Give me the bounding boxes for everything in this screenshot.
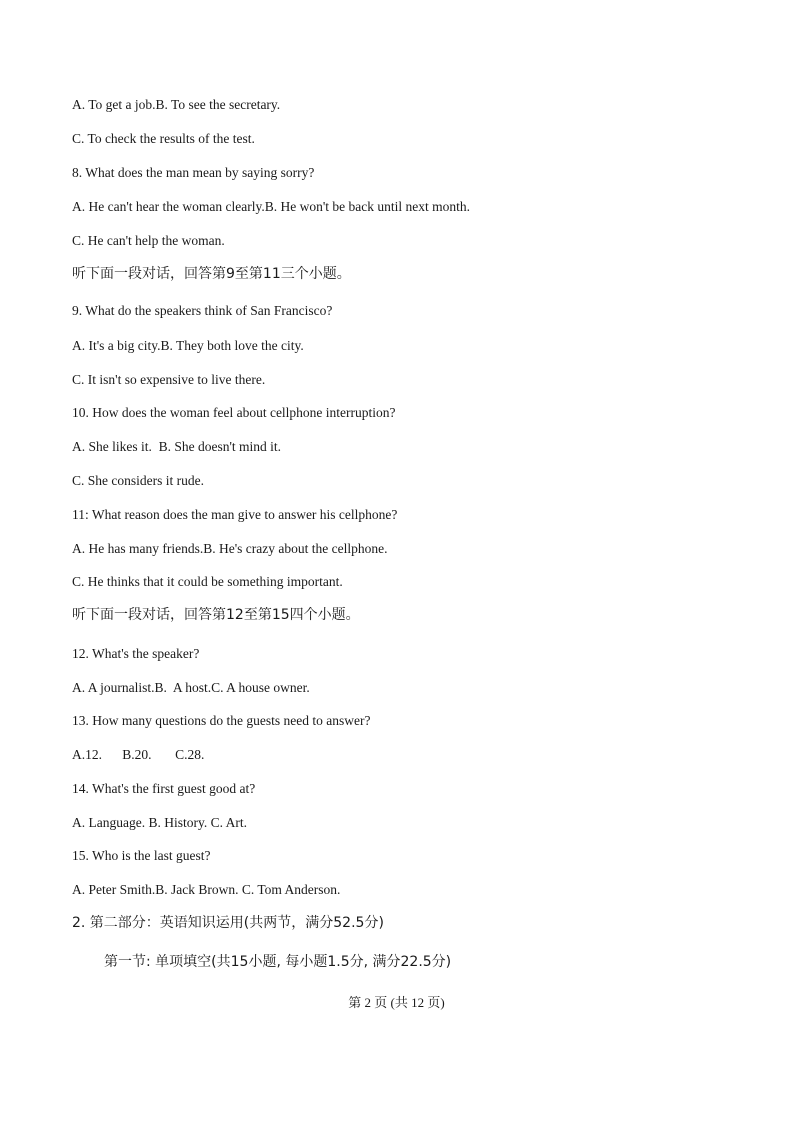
- answer-options-14: A. Language. B. History. C. Art.: [72, 815, 247, 830]
- question-10: 10. How does the woman feel about cellphone interruption?: [72, 405, 396, 420]
- answer-option-9c: C. It isn't so expensive to live there.: [72, 372, 266, 387]
- question-12: 12. What's the speaker?: [72, 646, 200, 661]
- question-14: 14. What's the first guest good at?: [72, 781, 256, 796]
- part-two-heading: 2. 第二部分：英语知识运用(共两节，满分52.5分): [72, 915, 384, 931]
- section-instruction-12-15: 听下面一段对话，回答第12至第15四个小题。: [72, 607, 360, 623]
- answer-options-9: A. It's a big city.B. They both love the city.: [72, 338, 304, 353]
- page-footer: 第 2 页 (共 12 页): [348, 995, 445, 1010]
- question-15: 15. Who is the last guest?: [72, 848, 211, 863]
- answer-options-7: A. To get a job.B. To see the secretary.: [72, 97, 281, 112]
- answer-option-11c: C. He thinks that it could be something important.: [72, 574, 343, 589]
- section-one-heading: 第一节: 单项填空(共15小题, 每小题1.5分, 满分22.5分): [104, 954, 452, 970]
- answer-option-7c: C. To check the results of the test.: [72, 131, 255, 146]
- question-8: 8. What does the man mean by saying sorry?: [72, 165, 315, 180]
- question-13: 13. How many questions do the guests need to answer?: [72, 713, 371, 728]
- answer-options-10: A. She likes it. B. She doesn't mind it.: [72, 439, 282, 454]
- answer-options-11: A. He has many friends.B. He's crazy about the cellphone.: [72, 541, 388, 556]
- section-instruction-9-11: 听下面一段对话，回答第9至第11三个小题。: [72, 266, 351, 282]
- question-11: 11: What reason does the man give to answer his cellphone?: [72, 507, 398, 522]
- answer-option-8c: C. He can't help the woman.: [72, 233, 225, 248]
- answer-option-10c: C. She considers it rude.: [72, 473, 204, 488]
- answer-options-15: A. Peter Smith.B. Jack Brown. C. Tom Anderson.: [72, 882, 341, 897]
- answer-options-12: A. A journalist.B. A host.C. A house owner.: [72, 680, 310, 695]
- answer-options-13: A.12. B.20. C.28.: [72, 747, 205, 762]
- question-9: 9. What do the speakers think of San Francisco?: [72, 303, 333, 318]
- answer-options-8: A. He can't hear the woman clearly.B. He won't be back until next month.: [72, 199, 470, 214]
